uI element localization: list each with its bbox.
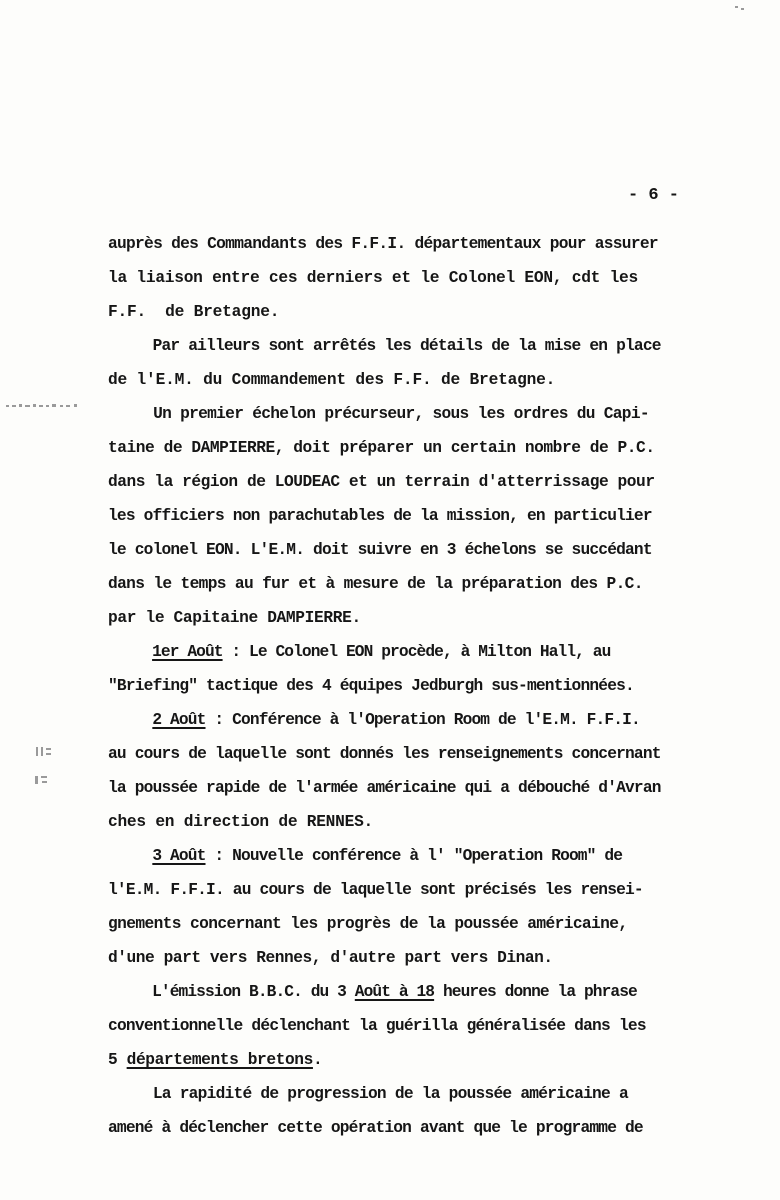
text-line bbox=[108, 472, 655, 492]
text-line bbox=[108, 1016, 646, 1036]
text-segment: auprès des Commandants des F.F.I. départementaux pour assurer bbox=[108, 235, 658, 253]
text-line bbox=[108, 676, 634, 696]
text-line bbox=[108, 710, 640, 730]
page-number: - 6 - bbox=[628, 186, 680, 205]
text-segment: amené à déclencher cette opération avant que le programme de bbox=[108, 1119, 643, 1137]
speck bbox=[735, 6, 738, 8]
text-line bbox=[108, 540, 652, 560]
speck bbox=[39, 405, 43, 407]
text-segment: La rapidité de progression de la poussée américaine a bbox=[108, 1085, 628, 1103]
text-segment: la poussée rapide de l'armée américaine qui a débouché d'Avran bbox=[108, 779, 661, 797]
text-segment: Par ailleurs sont arrêtés les détails de la mise en place bbox=[108, 337, 661, 355]
text-line bbox=[108, 1084, 628, 1104]
text-line bbox=[108, 880, 643, 900]
speck bbox=[74, 404, 77, 407]
speck bbox=[66, 405, 70, 407]
text-line bbox=[108, 812, 373, 832]
text-line bbox=[108, 948, 553, 968]
text-line bbox=[108, 574, 643, 594]
text-segment: les officiers non parachutables de la mission, en particulier bbox=[108, 507, 652, 525]
text-segment: F.F. de Bretagne. bbox=[108, 303, 280, 321]
text-segment: : Le Colonel EON procède, à Milton Hall, au bbox=[222, 643, 611, 661]
margin-specks bbox=[6, 6, 744, 784]
text-segment: l'E.M. F.F.I. au cours de laquelle sont précisés les rensei- bbox=[108, 881, 643, 899]
text-segment: 5 bbox=[108, 1051, 127, 1069]
text-segment: taine de DAMPIERRE, doit préparer un certain nombre de P.C. bbox=[108, 439, 655, 457]
text-line bbox=[108, 438, 655, 458]
text-segment: heures donne la phrase bbox=[434, 983, 637, 1001]
text-line bbox=[108, 744, 661, 764]
text-line bbox=[108, 404, 649, 424]
text-segment: L'émission B.B.C. du 3 bbox=[108, 983, 355, 1001]
text-segment: : Nouvelle conférence à l' "Operation Room" de bbox=[205, 847, 623, 865]
speck bbox=[60, 405, 63, 407]
speck bbox=[46, 748, 51, 750]
underlined-broadcast-time: Août à 18 bbox=[354, 983, 435, 1001]
text-line bbox=[108, 846, 622, 866]
text-line bbox=[108, 336, 661, 356]
speck bbox=[42, 781, 47, 783]
text-line bbox=[108, 914, 628, 934]
text-segment: par le Capitaine DAMPIERRE. bbox=[108, 609, 361, 627]
date-heading-1-aout: 1er Août bbox=[152, 643, 223, 661]
text-segment: d'une part vers Rennes, d'autre part vers Dinan. bbox=[108, 949, 553, 967]
speck bbox=[36, 747, 38, 756]
text-segment bbox=[108, 643, 152, 661]
text-segment: : Conférence à l'Operation Room de l'E.M. F.F.I. bbox=[205, 711, 640, 729]
text-segment: la liaison entre ces derniers et le Colonel EON, cdt les bbox=[108, 269, 638, 287]
text-segment: de l'E.M. du Commandement des F.F. de Bretagne. bbox=[108, 371, 556, 389]
text-line bbox=[108, 268, 638, 288]
speck bbox=[25, 405, 30, 407]
text-segment: conventionnelle déclenchant la guérilla généralisée dans les bbox=[108, 1017, 646, 1035]
underlined-departements: départements bretons bbox=[126, 1051, 313, 1069]
speck bbox=[46, 405, 49, 407]
date-heading-3-aout: 3 Août bbox=[152, 847, 206, 865]
text-line bbox=[108, 1118, 643, 1138]
speck bbox=[19, 404, 22, 407]
speck bbox=[41, 747, 43, 756]
text-line bbox=[108, 642, 610, 662]
text-segment: Un premier échelon précurseur, sous les ordres du Capi- bbox=[108, 405, 649, 423]
speck bbox=[46, 753, 51, 755]
speck bbox=[12, 405, 16, 407]
text-segment: dans le temps au fur et à mesure de la préparation des P.C. bbox=[108, 575, 643, 593]
text-segment: au cours de laquelle sont donnés les renseignements concernant bbox=[108, 745, 661, 763]
speck bbox=[741, 8, 744, 10]
text-segment: le colonel EON. L'E.M. doit suivre en 3 échelons se succédant bbox=[108, 541, 652, 559]
text-line bbox=[108, 506, 652, 526]
text-line bbox=[108, 370, 555, 390]
text-segment: ches en direction de RENNES. bbox=[108, 813, 373, 831]
text-segment: gnements concernant les progrès de la poussée américaine, bbox=[108, 915, 628, 933]
speck bbox=[52, 404, 56, 407]
date-heading-2-aout: 2 Août bbox=[152, 711, 206, 729]
text-segment: "Briefing" tactique des 4 équipes Jedburgh sus-mentionnées. bbox=[108, 677, 634, 695]
text-line bbox=[108, 982, 637, 1002]
text-line bbox=[108, 778, 661, 798]
text-line bbox=[108, 302, 279, 322]
speck bbox=[33, 404, 36, 407]
text-segment: dans la région de LOUDEAC et un terrain d'atterrissage pour bbox=[108, 473, 655, 491]
text-segment: . bbox=[312, 1051, 323, 1069]
speck bbox=[6, 405, 9, 407]
speck bbox=[41, 776, 47, 778]
text-line bbox=[108, 1050, 322, 1070]
text-line bbox=[108, 608, 361, 628]
text-line bbox=[108, 234, 658, 254]
text-segment bbox=[108, 847, 152, 865]
text-segment bbox=[108, 711, 152, 729]
speck bbox=[35, 776, 38, 784]
